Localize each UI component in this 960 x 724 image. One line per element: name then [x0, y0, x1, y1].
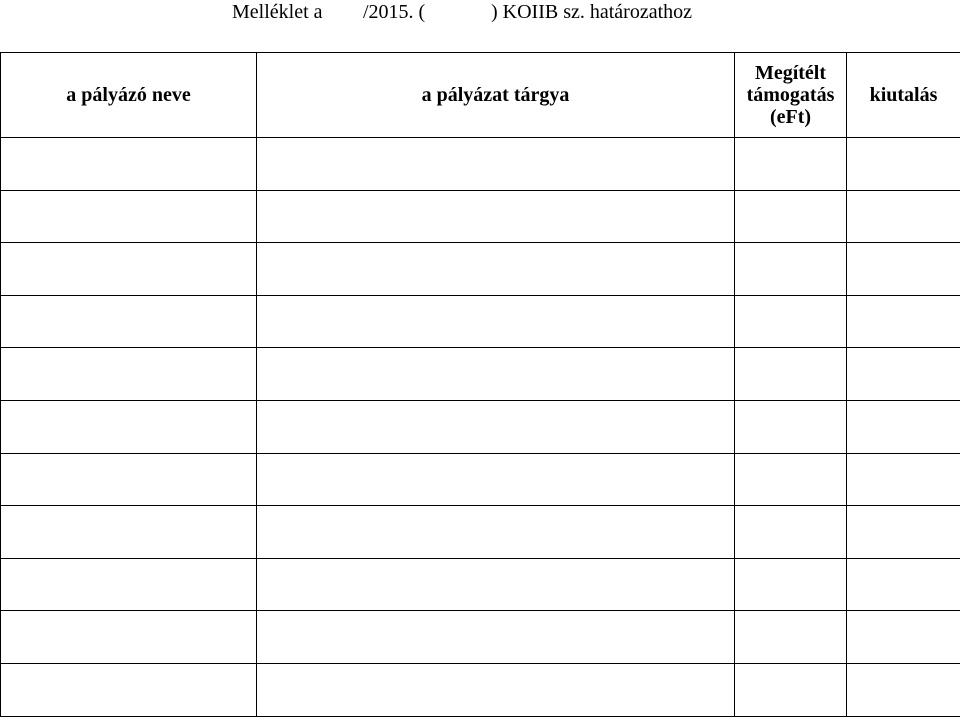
title-part-2: /2015. ( — [363, 1, 426, 23]
cell-payout — [847, 663, 960, 716]
cell-applicant-name — [1, 348, 257, 401]
cell-application-subject — [257, 453, 735, 506]
cell-payout — [847, 243, 960, 296]
cell-payout — [847, 190, 960, 243]
cell-application-subject — [257, 611, 735, 664]
table-row — [1, 611, 960, 664]
header-row — [1, 53, 960, 138]
header-awarded-line-1: Megítélt — [754, 62, 827, 84]
header-applicant-name: a pályázó neve — [1, 53, 257, 138]
table-row — [1, 348, 960, 401]
table-row — [1, 558, 960, 611]
cell-application-subject — [257, 243, 735, 296]
header-awarded-support — [735, 53, 847, 138]
cell-application-subject — [257, 348, 735, 401]
table-row — [1, 243, 960, 296]
document-title — [0, 0, 960, 28]
cell-application-subject — [257, 190, 735, 243]
cell-payout — [847, 453, 960, 506]
table-row — [1, 663, 960, 716]
cell-awarded-support — [735, 663, 847, 716]
cell-applicant-name — [1, 453, 257, 506]
table-row — [1, 190, 960, 243]
cell-applicant-name — [1, 295, 257, 348]
cell-applicant-name — [1, 190, 257, 243]
cell-payout — [847, 506, 960, 559]
cell-awarded-support — [735, 295, 847, 348]
cell-applicant-name — [1, 400, 257, 453]
cell-applicant-name — [1, 506, 257, 559]
header-awarded-line-3: (eFt) — [769, 106, 812, 128]
table-row — [1, 295, 960, 348]
cell-payout — [847, 558, 960, 611]
cell-awarded-support — [735, 611, 847, 664]
title-part-1: Melléklet a — [232, 1, 323, 23]
cell-applicant-name — [1, 663, 257, 716]
cell-application-subject — [257, 506, 735, 559]
cell-applicant-name — [1, 138, 257, 191]
cell-application-subject — [257, 663, 735, 716]
cell-awarded-support — [735, 506, 847, 559]
grant-table — [0, 52, 960, 717]
cell-payout — [847, 295, 960, 348]
cell-awarded-support — [735, 190, 847, 243]
table-row — [1, 506, 960, 559]
header-application-subject: a pályázat tárgya — [257, 53, 735, 138]
cell-awarded-support — [735, 138, 847, 191]
table-row — [1, 138, 960, 191]
header-awarded-line-2: támogatás — [746, 84, 835, 106]
cell-applicant-name — [1, 558, 257, 611]
header-payout: kiutalás — [847, 53, 960, 138]
cell-application-subject — [257, 558, 735, 611]
cell-awarded-support — [735, 453, 847, 506]
cell-applicant-name — [1, 611, 257, 664]
cell-payout — [847, 138, 960, 191]
cell-payout — [847, 348, 960, 401]
table-body — [1, 138, 960, 717]
cell-awarded-support — [735, 243, 847, 296]
table-row — [1, 400, 960, 453]
cell-awarded-support — [735, 348, 847, 401]
cell-application-subject — [257, 138, 735, 191]
cell-applicant-name — [1, 243, 257, 296]
title-part-3: ) KOIIB sz. határozathoz — [491, 1, 693, 23]
cell-payout — [847, 400, 960, 453]
cell-awarded-support — [735, 558, 847, 611]
cell-awarded-support — [735, 400, 847, 453]
cell-application-subject — [257, 295, 735, 348]
cell-payout — [847, 611, 960, 664]
cell-application-subject — [257, 400, 735, 453]
table-row — [1, 453, 960, 506]
